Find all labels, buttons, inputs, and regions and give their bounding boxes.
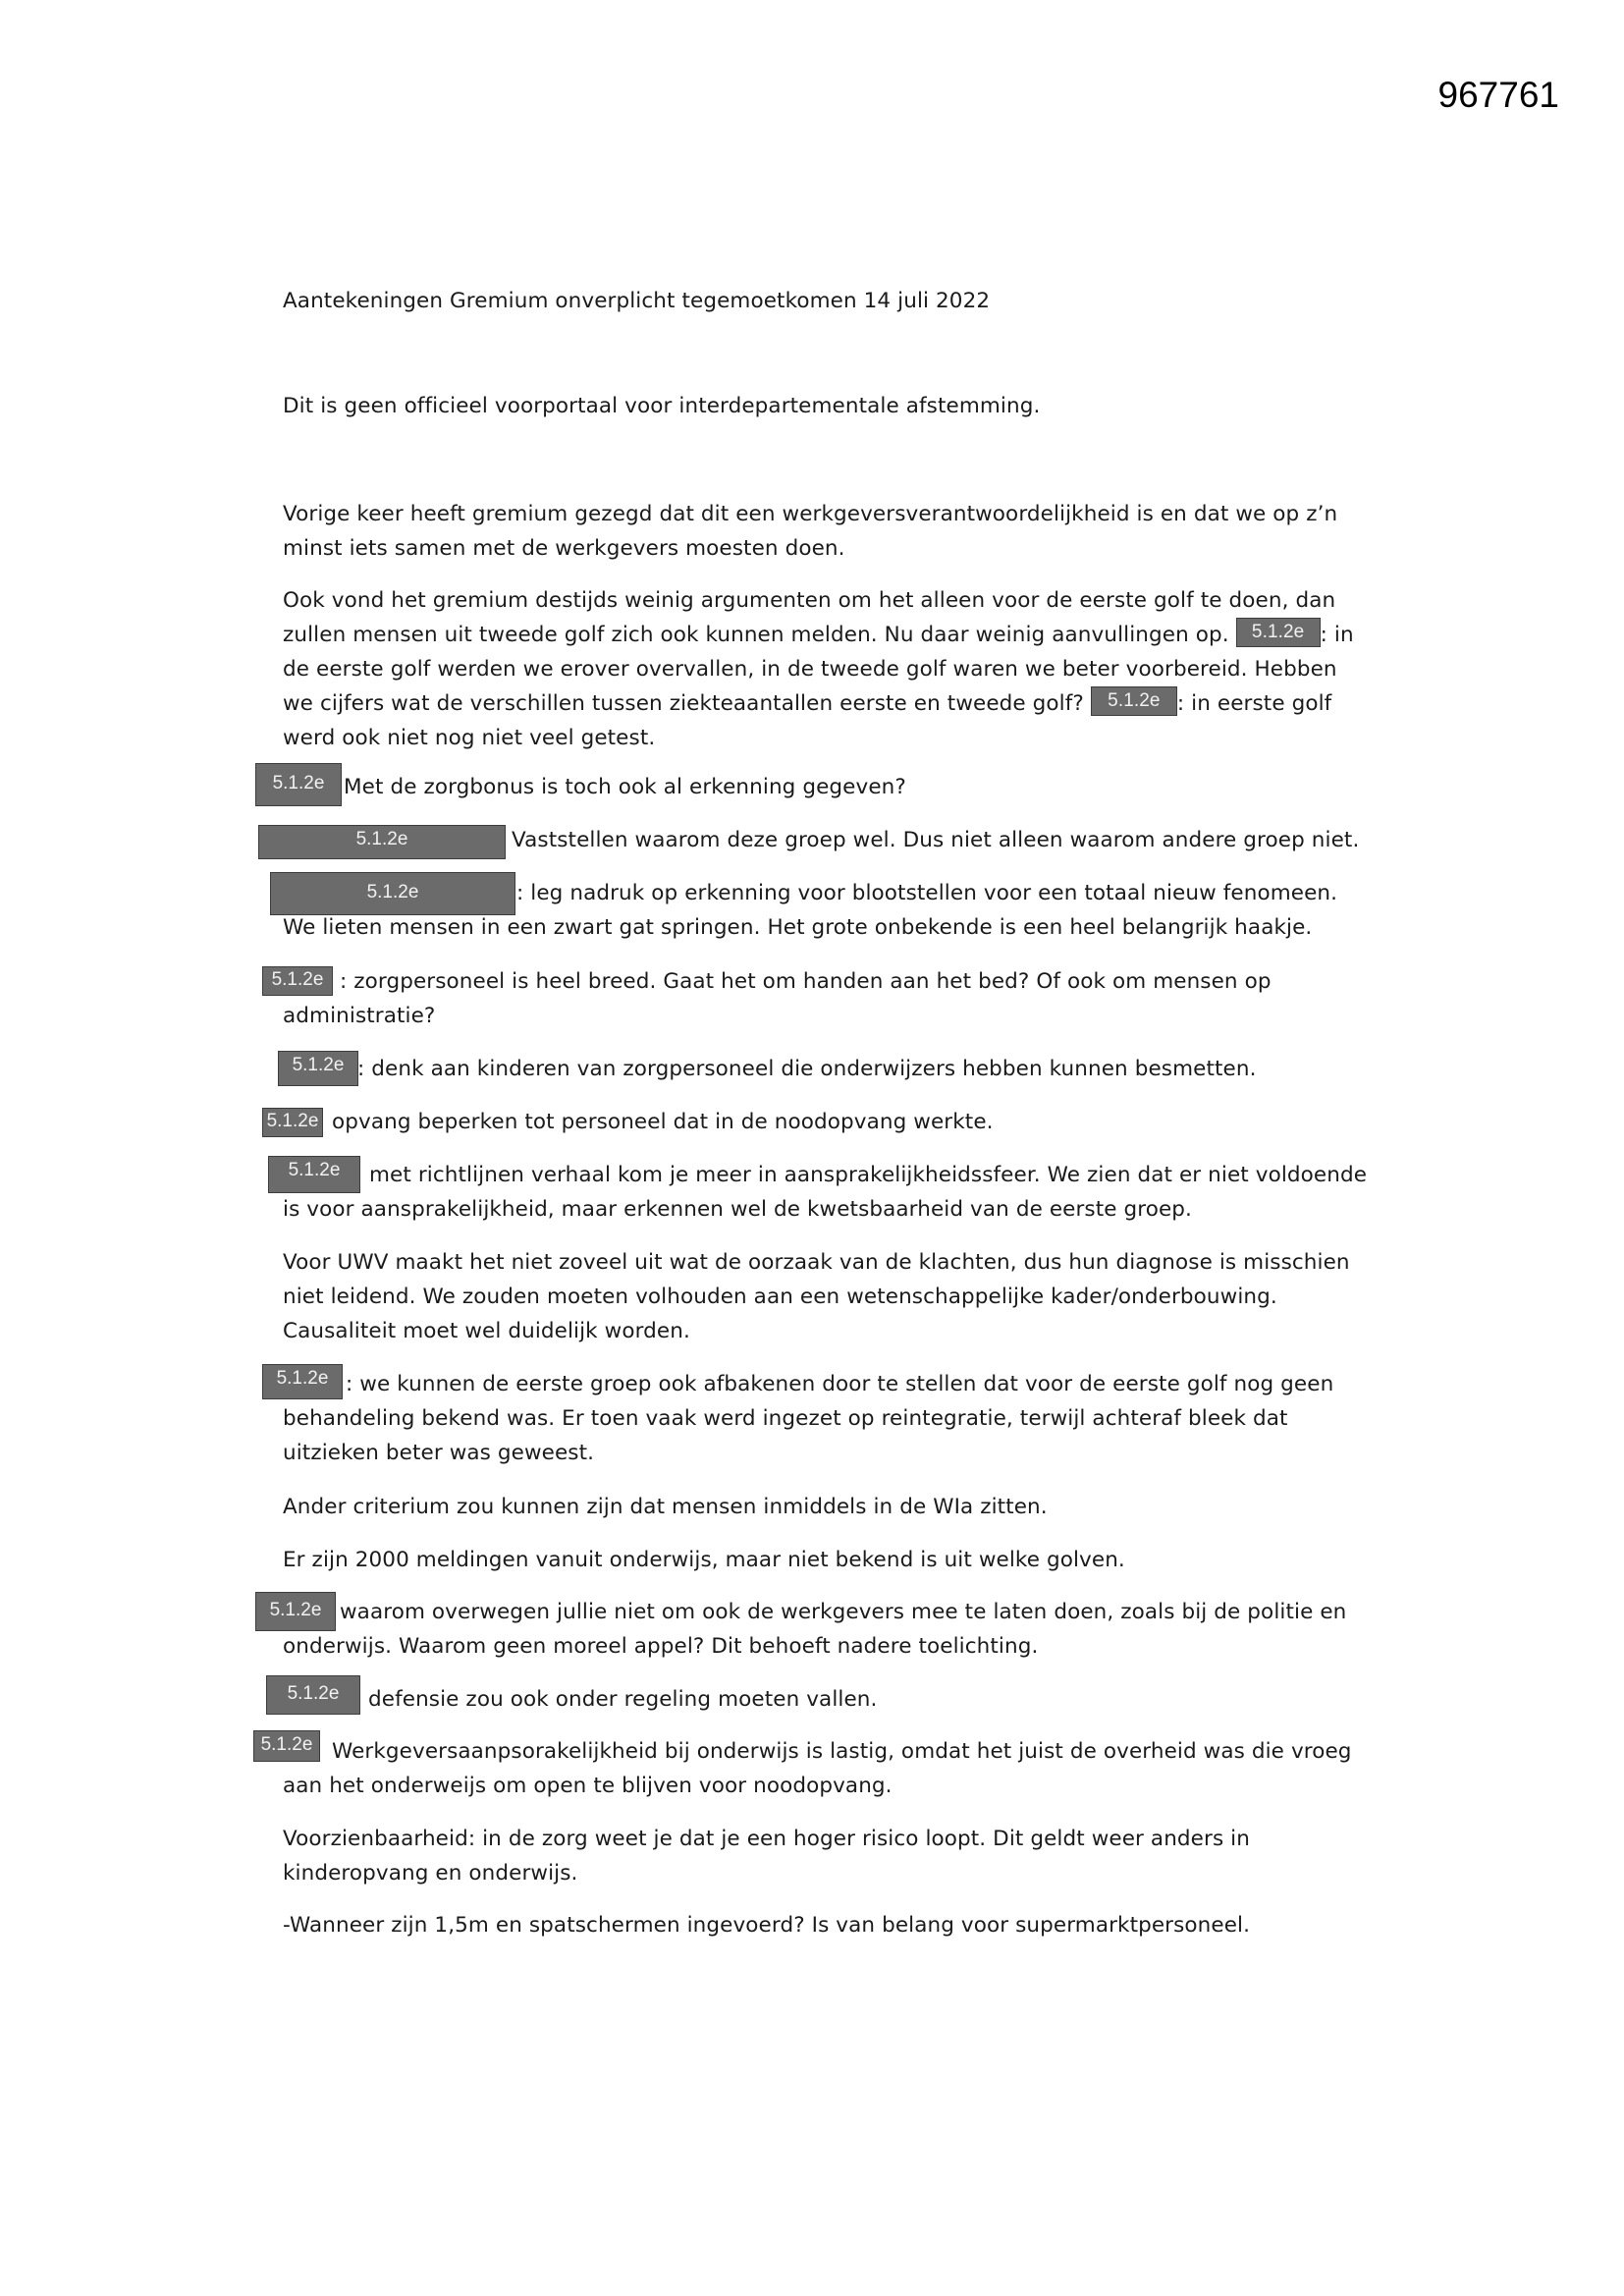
- paragraph-6: : zorgpersoneel is heel breed. Gaat het om handen aan het bed? Of ook om mensen op administratie?: [283, 969, 1272, 1028]
- redaction-block: 5.1.2e: [278, 1051, 358, 1086]
- paragraph-5: : leg nadruk op erkenning voor blootstellen voor een totaal nieuw fenomeen. We lieten mensen in een zwart gat springen. Het grote onbekende is een heel belangrijk haakje.: [283, 881, 1338, 940]
- redaction-block: 5.1.2e: [262, 966, 333, 996]
- paragraph-2-text-b: : in de eerste golf werden we erover overvallen, in de tweede golf waren we beter voorbereid. Hebben we cijfers wat de verschillen tussen ziekteaantallen eerste en tweede golf?: [283, 623, 1354, 716]
- paragraph-1: Vorige keer heeft gremium gezegd dat dit een werkgeversverantwoordelijkheid is en dat we op z’n minst iets samen met de werkgevers moesten doen.: [283, 502, 1338, 561]
- redaction-block: 5.1.2e: [268, 1156, 360, 1193]
- paragraph-8: opvang beperken tot personeel dat in de noodopvang werkte.: [332, 1110, 994, 1134]
- paragraph-15: defensie zou ook onder regeling moeten vallen.: [368, 1687, 878, 1712]
- paragraph-12: Ander criterium zou kunnen zijn dat mensen inmiddels in de WIa zitten.: [283, 1495, 1048, 1519]
- document-title: Aantekeningen Gremium onverplicht tegemoetkomen 14 juli 2022: [283, 289, 991, 313]
- redaction-block: 5.1.2e: [255, 1592, 336, 1631]
- redaction-block: 5.1.2e: [255, 763, 342, 806]
- document-number: 967761: [1437, 75, 1559, 115]
- redaction-block: 5.1.2e: [253, 1730, 320, 1762]
- redaction-block: 5.1.2e: [1091, 686, 1177, 716]
- paragraph-11: : we kunnen de eerste groep ook afbakenen door te stellen dat voor de eerste golf nog geen behandeling bekend was. Er toen vaak werd ingezet op reintegratie, terwijl achteraf bleek dat uitzieken beter was geweest.: [283, 1372, 1334, 1465]
- paragraph-13: Er zijn 2000 meldingen vanuit onderwijs, maar niet bekend is uit welke golven.: [283, 1548, 1125, 1572]
- paragraph-16: Werkgeversaanpsorakelijkheid bij onderwijs is lastig, omdat het juist de overheid was die vroeg aan het onderweijs om open te blijven voor noodopvang.: [283, 1739, 1352, 1798]
- redaction-block: 5.1.2e: [270, 872, 515, 915]
- paragraph-2: [283, 583, 1373, 755]
- paragraph-4: Vaststellen waarom deze groep wel. Dus niet alleen waarom andere groep niet.: [512, 828, 1360, 852]
- redaction-block: 5.1.2e: [1236, 618, 1321, 647]
- redaction-block: 5.1.2e: [266, 1675, 360, 1715]
- paragraph-9: met richtlijnen verhaal kom je meer in aansprakelijkheidssfeer. We zien dat er niet voldoende is voor aansprakelijkheid, maar erkennen wel de kwetsbaarheid van de eerste groep.: [283, 1163, 1368, 1222]
- paragraph-17: Voorzienbaarheid: in de zorg weet je dat je een hoger risico loopt. Dit geldt weer anders in kinderopvang en onderwijs.: [283, 1827, 1250, 1886]
- redaction-block: 5.1.2e: [258, 825, 506, 859]
- paragraph-3: Met de zorgbonus is toch ook al erkenning gegeven?: [344, 775, 906, 799]
- redaction-block: 5.1.2e: [262, 1108, 323, 1137]
- paragraph-10: Voor UWV maakt het niet zoveel uit wat de oorzaak van de klachten, dus hun diagnose is misschien niet leidend. We zouden moeten volhouden aan een wetenschappelijke kader/onderbouwing. Causaliteit moet wel duidelijk worden.: [283, 1250, 1350, 1343]
- paragraph-14: waarom overwegen jullie niet om ook de werkgevers mee te laten doen, zoals bij de politie en onderwijs. Waarom geen moreel appel? Dit behoeft nadere toelichting.: [283, 1600, 1347, 1659]
- intro-paragraph: Dit is geen officieel voorportaal voor interdepartementale afstemming.: [283, 394, 1041, 418]
- redaction-block: 5.1.2e: [262, 1364, 343, 1399]
- paragraph-7: : denk aan kinderen van zorgpersoneel die onderwijzers hebben kunnen besmetten.: [357, 1057, 1257, 1081]
- paragraph-2-text-c: : in eerste golf werd ook niet nog niet veel getest.: [283, 691, 1332, 750]
- paragraph-18: -Wanneer zijn 1,5m en spatschermen ingevoerd? Is van belang voor supermarktpersoneel.: [283, 1913, 1251, 1938]
- paragraph-2-text-a: Ook vond het gremium destijds weinig argumenten om het alleen voor de eerste golf te doen, dan zullen mensen uit tweede golf zich ook kunnen melden. Nu daar weinig aanvullingen op.: [283, 588, 1336, 647]
